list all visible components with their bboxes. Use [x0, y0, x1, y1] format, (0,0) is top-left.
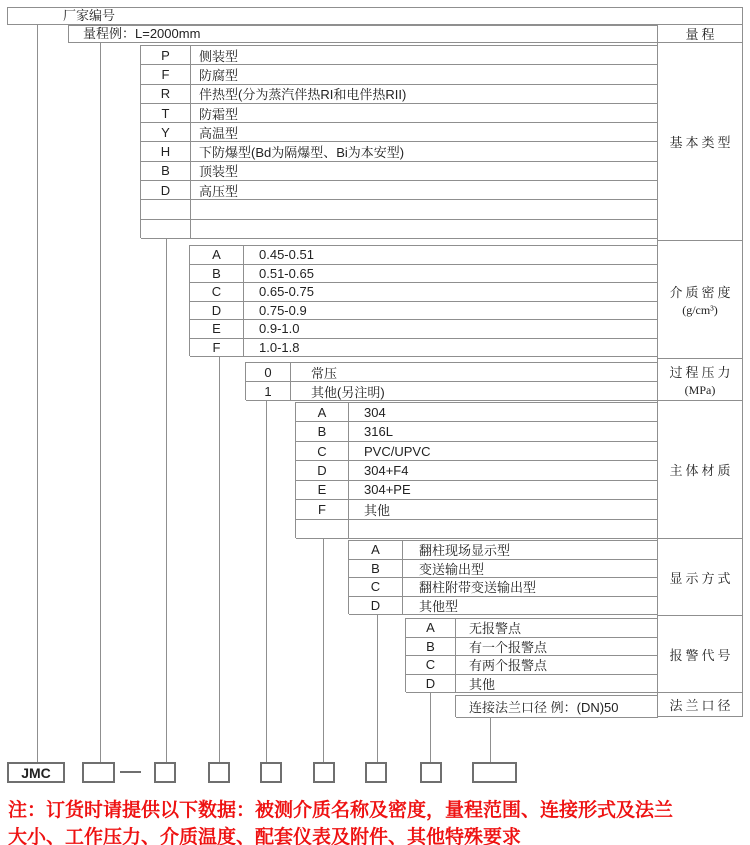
model-field-box: [154, 762, 176, 783]
category-label-cell: [657, 616, 743, 693]
table-row: [141, 200, 658, 219]
code-cell: D: [406, 675, 456, 693]
category-label: 报警代号: [669, 647, 734, 663]
code-cell: D: [190, 302, 244, 320]
category-label: 过程压力: [669, 364, 734, 380]
code-cell: H: [141, 142, 191, 160]
code-cell: B: [296, 422, 349, 440]
desc-cell: 304: [364, 404, 386, 420]
table-row: [296, 500, 658, 519]
table-row: [349, 541, 658, 560]
section-body-material: [295, 402, 658, 538]
category-label-cell: [657, 25, 743, 43]
connector-line: [219, 356, 220, 762]
table-row: [190, 246, 658, 265]
desc-cell: PVC/UPVC: [364, 443, 431, 459]
code-cell: A: [406, 619, 456, 637]
desc-cell: 有一个报警点: [469, 639, 548, 655]
desc-cell: 侧装型: [199, 48, 239, 64]
desc-cell: 常压: [311, 365, 338, 381]
section-display-mode: [348, 540, 658, 614]
desc-cell: [191, 200, 658, 218]
category-label: 主体材质: [669, 463, 734, 478]
code-cell: B: [190, 265, 244, 283]
desc-cell: 0.75-0.9: [259, 302, 307, 318]
desc-cell: 翻柱现场显示型: [419, 543, 511, 559]
table-row: [406, 619, 658, 638]
desc-cell: [191, 220, 658, 238]
model-prefix-label: JMC: [21, 764, 51, 781]
desc-cell: 0.9-1.0: [259, 321, 300, 337]
code-cell: E: [296, 481, 349, 499]
code-cell: D: [141, 181, 191, 199]
code-cell: D: [296, 461, 349, 479]
code-cell: [141, 200, 191, 218]
table-row: [406, 675, 658, 694]
desc-cell: 304+PE: [364, 482, 411, 498]
table-row: [246, 363, 658, 382]
model-field-box: [260, 762, 282, 783]
model-field-box: [313, 762, 335, 783]
desc-cell: 0.65-0.75: [259, 284, 314, 300]
category-label-unit: (MPa): [684, 382, 716, 397]
section-alarm-code: [405, 618, 658, 692]
connector-line: [323, 538, 324, 762]
table-row: [141, 85, 658, 104]
desc-cell: 翻柱附带变送输出型: [419, 580, 537, 596]
code-cell: 0: [246, 363, 291, 381]
desc-cell: 防霜型: [199, 106, 239, 122]
desc-cell: 316L: [364, 424, 393, 440]
table-row: [296, 461, 658, 480]
desc-cell: 有两个报警点: [469, 658, 548, 674]
table-row: [141, 123, 658, 142]
desc-cell: 变送输出型: [419, 561, 485, 577]
code-cell: C: [190, 283, 244, 301]
code-cell: 1: [246, 382, 291, 400]
category-label-cell: [657, 43, 743, 241]
desc-cell: 高温型: [199, 125, 239, 141]
code-cell: T: [141, 104, 191, 122]
model-field-box: [208, 762, 230, 783]
desc-cell: [349, 520, 658, 538]
table-row: [296, 403, 658, 422]
table-row: [190, 339, 658, 358]
desc-cell: 0.51-0.65: [259, 265, 314, 281]
code-cell: F: [296, 500, 349, 518]
table-row: [296, 481, 658, 500]
desc-cell: 304+F4: [364, 462, 409, 478]
section-basic-type: [140, 45, 658, 238]
code-cell: P: [141, 46, 191, 64]
connector-line: [37, 25, 38, 762]
category-label-cell: [657, 539, 743, 616]
code-cell: Y: [141, 123, 191, 141]
code-cell: [141, 220, 191, 238]
desc-cell: 其他: [469, 676, 496, 692]
table-row: [296, 520, 658, 539]
connector-line: [266, 400, 267, 762]
model-field-box: [420, 762, 442, 783]
category-label: 介质密度: [669, 284, 734, 300]
code-cell: B: [141, 162, 191, 180]
table-row: [141, 181, 658, 200]
connector-line: [166, 238, 167, 762]
code-cell: [296, 520, 349, 538]
table-row: [349, 560, 658, 579]
table-row: [141, 46, 658, 65]
desc-cell: 其他(另注明): [311, 384, 385, 400]
code-cell: F: [190, 339, 244, 357]
category-label: 法兰口径: [669, 698, 734, 713]
table-row: [141, 65, 658, 84]
table-row: [190, 265, 658, 284]
code-cell: A: [190, 246, 244, 264]
desc-cell: 防腐型: [199, 67, 239, 83]
model-separator-dash: [120, 771, 141, 773]
table-row: [141, 104, 658, 123]
code-cell: E: [190, 320, 244, 338]
desc-cell: 顶装型: [199, 164, 239, 180]
table-row: [141, 142, 658, 161]
factory-code-label: 厂家编号: [63, 8, 116, 23]
connector-line: [377, 614, 378, 762]
range-example-box: [68, 25, 743, 43]
table-row: [190, 302, 658, 321]
model-field-box: [472, 762, 517, 783]
order-note-line1: 注：订货时请提供以下数据：被测介质名称及密度，量程范围、连接形式及法兰: [8, 800, 674, 821]
order-note: [8, 797, 748, 845]
model-prefix-box: [7, 762, 65, 783]
code-cell: B: [406, 638, 456, 656]
category-label: 基本类型: [669, 135, 734, 150]
model-field-box: [82, 762, 115, 783]
code-cell: F: [141, 65, 191, 83]
code-cell: D: [349, 597, 403, 615]
table-row: [456, 696, 658, 718]
section-medium-density: [189, 245, 658, 356]
range-example-label: 量程例：L=2000mm: [83, 26, 201, 41]
desc-cell: 其他型: [419, 598, 459, 614]
desc-cell: 0.45-0.51: [259, 247, 314, 263]
table-row: [141, 162, 658, 181]
code-cell: A: [349, 541, 403, 559]
code-cell: R: [141, 85, 191, 103]
code-cell: B: [349, 560, 403, 578]
table-row: [406, 656, 658, 675]
category-label-cell: [657, 241, 743, 359]
category-label-cell: [657, 693, 743, 717]
model-field-box: [365, 762, 387, 783]
category-label: 显示方式: [669, 570, 734, 586]
section-process-pressure: [245, 362, 658, 400]
code-cell: A: [296, 403, 349, 421]
table-row: [296, 422, 658, 441]
desc-cell: 1.0-1.8: [259, 339, 300, 355]
table-row: [406, 638, 658, 657]
desc-cell: 下防爆型(Bd为隔爆型、Bi为本安型): [199, 145, 405, 161]
category-label-unit: (g/cm³): [682, 302, 718, 317]
connector-line: [490, 717, 491, 762]
category-label-cell: [657, 401, 743, 539]
section-flange-size: [455, 695, 658, 717]
connector-line: [430, 692, 431, 762]
desc-cell: 无报警点: [469, 621, 522, 637]
desc-cell: 伴热型(分为蒸汽伴热RI和电伴热RII): [199, 87, 407, 103]
table-row: [296, 442, 658, 461]
desc-cell: 连接法兰口径 例：(DN)50: [469, 700, 619, 715]
table-row: [141, 220, 658, 239]
code-cell: C: [349, 578, 403, 596]
table-row: [349, 578, 658, 597]
code-cell: C: [296, 442, 349, 460]
factory-code-box: [7, 7, 743, 25]
desc-cell: 高压型: [199, 183, 239, 199]
code-cell: C: [406, 656, 456, 674]
order-note-line2: 大小、工作压力、介质温度、配套仪表及附件、其他特殊要求: [8, 827, 522, 845]
desc-cell: 其他: [364, 502, 391, 518]
category-label-cell: [657, 359, 743, 401]
table-row: [190, 320, 658, 339]
category-label: 量程: [685, 27, 718, 42]
table-row: [349, 597, 658, 616]
table-row: [246, 382, 658, 401]
connector-line: [100, 43, 101, 762]
table-row: [190, 283, 658, 302]
